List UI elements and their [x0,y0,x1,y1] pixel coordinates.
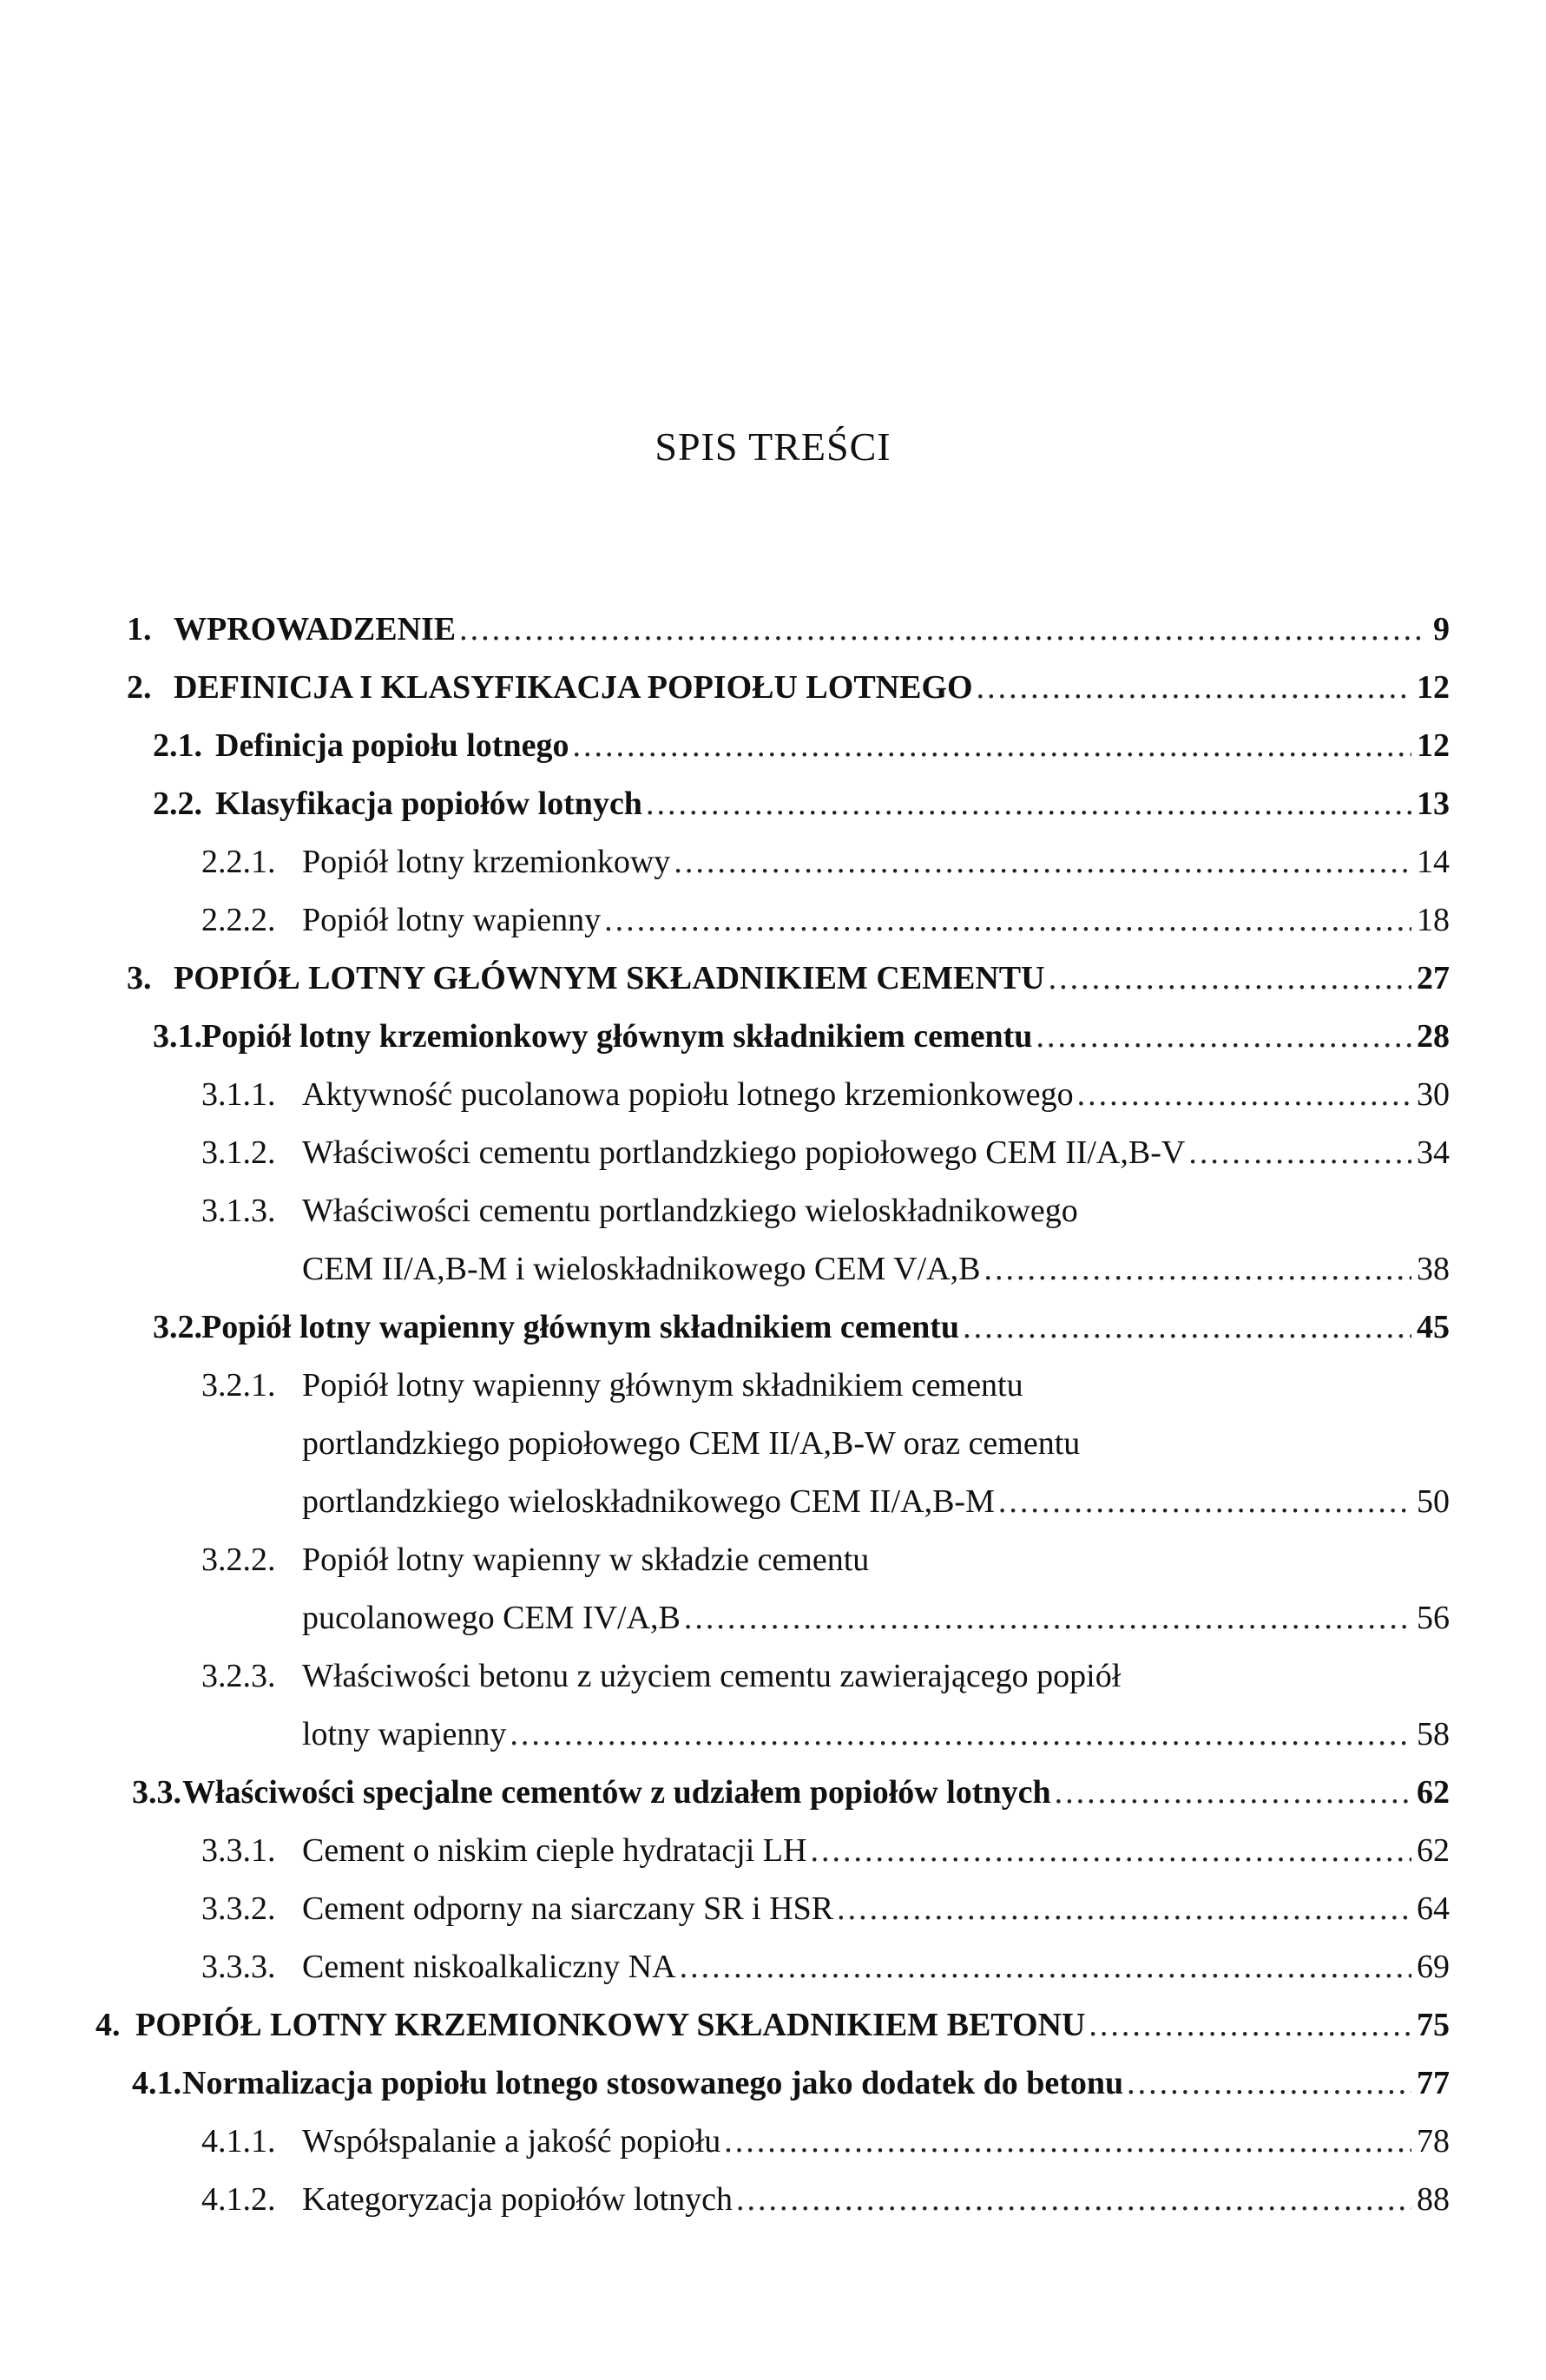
dot-leader [680,1941,1411,1993]
toc-entry-title: Popiół lotny wapienny głównym składnikiem cementu [201,1309,960,1345]
toc-entry-4[interactable] [0,1999,1546,2051]
dot-leader [1036,1010,1411,1062]
toc-entry-3-2-1[interactable] [0,1476,1546,1528]
toc-entry-number: 3.1.1. [201,1076,276,1113]
toc-entry-page: 88 [1417,2181,1450,2218]
toc-entry-number: 2. [127,669,152,706]
dot-leader [604,894,1411,946]
toc-entry-number: 3.3.3. [201,1949,276,1985]
toc-entry-page: 56 [1417,1600,1450,1636]
toc-entry-page: 28 [1417,1018,1450,1055]
toc-entry-3[interactable] [0,952,1546,1004]
toc-entry-page: 14 [1417,844,1450,880]
toc-entry-page: 12 [1417,669,1450,706]
toc-entry-page: 50 [1417,1483,1450,1520]
toc-entry-title: DEFINICJA I KLASYFIKACJA POPIOŁU LOTNEGO [174,669,973,706]
toc-entry-3-3-1[interactable] [0,1824,1546,1877]
toc-entry-title: CEM II/A,B-M i wieloskładnikowego CEM V/A,B [302,1251,981,1287]
toc-entry-title-line: Popiół lotny wapienny głównym składnikiem cementu [302,1367,1023,1404]
toc-entry-title-line: Popiół lotny wapienny w składzie cementu [302,1542,870,1578]
toc-entry-page: 27 [1417,960,1450,996]
dot-leader [810,1824,1411,1877]
dot-leader [977,661,1411,713]
dot-leader [510,1708,1411,1760]
toc-entry-title: Popiół lotny krzemionkowy [302,844,671,880]
toc-entry-number: 2.1. [153,727,202,764]
toc-entry-3-3-2[interactable] [0,1883,1546,1935]
toc-entry-page: 77 [1417,2065,1450,2101]
dot-leader [646,778,1411,830]
toc-entry-3-2-1-second-line[interactable] [0,1417,1546,1469]
toc-entry-title: POPIÓŁ LOTNY GŁÓWNYM SKŁADNIKIEM CEMENTU [174,960,1045,996]
toc-entry-number: 3.2. [153,1309,202,1345]
toc-entry-page: 38 [1417,1251,1450,1287]
dot-leader [1188,1127,1411,1179]
dot-leader [984,1243,1411,1295]
toc-entry-title-line: Właściwości cementu portlandzkiego wieloskładnikowego [302,1193,1078,1229]
toc-entry-3-1-1[interactable] [0,1068,1546,1121]
toc-entry-number: 3.2.2. [201,1542,276,1578]
toc-entry-3-2[interactable] [0,1301,1546,1353]
dot-leader [837,1883,1411,1935]
toc-entry-number: 3.3.2. [201,1890,276,1927]
toc-entry-title: Klasyfikacja popiołów lotnych [215,786,642,822]
toc-entry-4-1[interactable] [0,2057,1546,2109]
toc-entry-3-2-3-first-line[interactable] [0,1650,1546,1702]
toc-entry-page: 69 [1417,1949,1450,1985]
toc-entry-2-2-1[interactable] [0,836,1546,888]
toc-entry-number: 3.2.1. [201,1367,276,1404]
toc-entry-page: 58 [1417,1716,1450,1752]
toc-entry-title-line: portlandzkiego popiołowego CEM II/A,B-W oraz cementu [302,1425,1081,1462]
toc-entry-number: 4.1.2. [201,2181,276,2218]
toc-entry-number: 3.1.3. [201,1193,276,1229]
toc-entry-title: Popiół lotny wapienny [302,902,602,938]
toc-entry-title: Kategoryzacja popiołów lotnych [302,2181,733,2218]
dot-leader [1049,952,1411,1004]
dot-leader [963,1301,1411,1353]
toc-entry-title: lotny wapienny [302,1716,507,1752]
toc-entry-title: Definicja popiołu lotnego [215,727,569,764]
toc-entry-title: Cement odporny na siarczany SR i HSR [302,1890,834,1927]
toc-entry-number: 3.2.3. [201,1658,276,1694]
dot-leader [684,1592,1411,1644]
toc-entry-1[interactable] [0,603,1546,655]
toc-entry-number: 4.1. [132,2065,181,2101]
toc-entry-title: Właściwości cementu portlandzkiego popiołowego CEM II/A,B-V [302,1134,1186,1171]
toc-entry-number: 4. [95,2007,121,2043]
dot-leader [572,720,1411,772]
toc-entry-title: POPIÓŁ LOTNY KRZEMIONKOWY SKŁADNIKIEM BETONU [135,2007,1086,2043]
toc-entry-3-2-3[interactable] [0,1708,1546,1760]
dot-leader [459,603,1427,655]
toc-entry-number: 2.2.1. [201,844,276,880]
toc-entry-number: 2.2.2. [201,902,276,938]
toc-entry-page: 78 [1417,2123,1450,2160]
toc-entry-title: Cement niskoalkaliczny NA [302,1949,676,1985]
toc-entry-2-1[interactable] [0,720,1546,772]
toc-entry-title: Normalizacja popiołu lotnego stosowanego jako dodatek do betonu [182,2065,1124,2101]
toc-entry-title-line: Właściwości betonu z użyciem cementu zawierającego popiół [302,1658,1122,1694]
toc-entry-title: Cement o niskim cieple hydratacji LH [302,1832,807,1869]
toc-entry-number: 3. [127,960,152,996]
toc-entry-title: Właściwości specjalne cementów z udziałem popiołów lotnych [182,1774,1051,1811]
toc-entry-title: Współspalanie a jakość popiołu [302,2123,721,2160]
toc-entry-title: Popiół lotny krzemionkowy głównym składnikiem cementu [201,1018,1033,1055]
toc-entry-3-3-3[interactable] [0,1941,1546,1993]
toc-entry-page: 12 [1417,727,1450,764]
toc-entry-3-1-3[interactable] [0,1243,1546,1295]
toc-entry-page: 18 [1417,902,1450,938]
toc-entry-number: 1. [127,611,152,648]
toc-entry-title: portlandzkiego wieloskładnikowego CEM II/A,B-M [302,1483,995,1520]
toc-entry-page: 62 [1417,1774,1450,1811]
toc-entry-page: 62 [1417,1832,1450,1869]
toc-entry-page: 13 [1417,786,1450,822]
dot-leader [1089,1999,1411,2051]
toc-entry-3-2-1-first-line[interactable] [0,1359,1546,1411]
toc-entry-number: 3.3.1. [201,1832,276,1869]
toc-entry-number: 3.3. [132,1774,181,1811]
toc-entry-3-2-2[interactable] [0,1592,1546,1644]
toc-entry-2-2[interactable] [0,778,1546,830]
toc-entry-number: 2.2. [153,786,202,822]
toc-entry-3-1[interactable] [0,1010,1546,1062]
page-title: SPIS TREŚCI [655,424,891,469]
toc-entry-3-2-2-first-line[interactable] [0,1534,1546,1586]
dot-leader [1055,1766,1411,1818]
toc-entry-number: 3.1.2. [201,1134,276,1171]
dot-leader [724,2115,1411,2167]
toc-entry-3-1-3-first-line[interactable] [0,1185,1546,1237]
toc-entry-2-2-2[interactable] [0,894,1546,946]
toc-entry-number: 4.1.1. [201,2123,276,2160]
toc-entry-title: pucolanowego CEM IV/A,B [302,1600,681,1636]
toc-entry-page: 64 [1417,1890,1450,1927]
toc-entry-3-3[interactable] [0,1766,1546,1818]
toc-entry-page: 34 [1417,1134,1450,1171]
toc-entry-2[interactable] [0,661,1546,713]
toc-entry-4-1-2[interactable] [0,2173,1546,2225]
dot-leader [1127,2057,1411,2109]
dot-leader [674,836,1411,888]
dot-leader [1077,1068,1411,1121]
toc-entry-3-1-2[interactable] [0,1127,1546,1179]
toc-entry-title: WPROWADZENIE [174,611,457,648]
toc-entry-page: 30 [1417,1076,1450,1113]
toc-entry-4-1-1[interactable] [0,2115,1546,2167]
toc-entry-number: 3.1. [153,1018,202,1055]
toc-entry-page: 9 [1433,611,1450,648]
toc-entry-page: 45 [1417,1309,1450,1345]
toc-entry-title: Aktywność pucolanowa popiołu lotnego krzemionkowego [302,1076,1074,1113]
toc-entry-page: 75 [1417,2007,1450,2043]
dot-leader [736,2173,1411,2225]
dot-leader [998,1476,1411,1528]
